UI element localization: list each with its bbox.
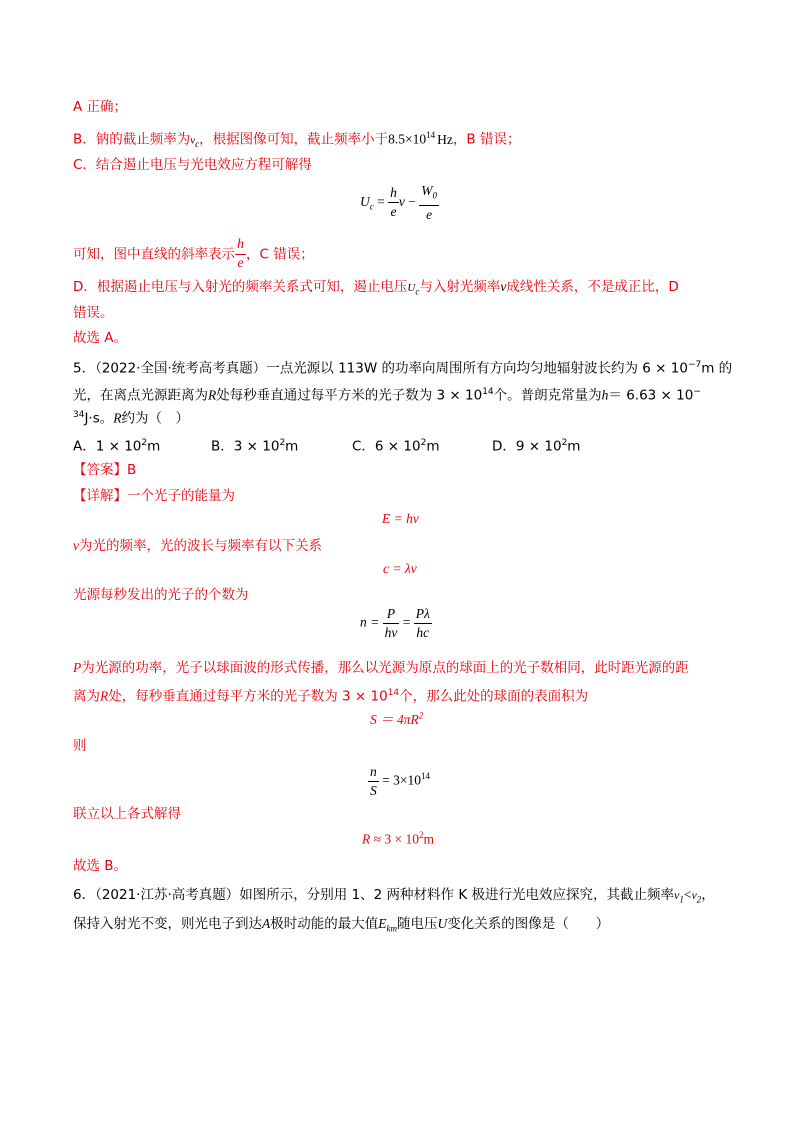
equation-photon-count: n = $\frac{P}{h\nu}$ = $\frac{P\lambda}{hc}$ bbox=[360, 606, 430, 640]
option-c[interactable]: C．$6 \times 10^2m$ bbox=[352, 438, 440, 455]
question-6-line2: 保持入射光不变，则光电子到达A极时动能的最大值$E_{km}$随电压U变化关系的图像是（ ） bbox=[73, 916, 610, 934]
conclusion-b: 故选 B。 bbox=[73, 858, 128, 874]
option-d[interactable]: D．$9 \times 10^2m$ bbox=[492, 438, 581, 455]
detail-line-power: P为光源的功率，光子以球面波的形式传播，那么以光源为原点的球面上的光子数相同，此时距光源的距 bbox=[73, 660, 689, 676]
conclusion-a: 故选 A。 bbox=[73, 330, 128, 346]
detail-line-then: 则 bbox=[73, 738, 87, 754]
detail-line-distance: 离为R处，每秒垂直通过每平方米的光子数为 $3 \times 10^{14}$个，那么此处的球面的表面积为 bbox=[73, 688, 589, 705]
detail-line-solve: 联立以上各式解得 bbox=[73, 806, 181, 822]
answer-label: 【答案】B bbox=[73, 462, 137, 478]
solution-line-d2: 错误。 bbox=[73, 305, 114, 321]
question-5-line3: $^{34}$J·s。R约为（ ） bbox=[73, 410, 190, 427]
equation-photon-energy: E = hν bbox=[382, 511, 419, 526]
solution-line-c: C．结合遏止电压与光电效应方程可解得 bbox=[73, 157, 312, 173]
solution-line-a: A 正确； bbox=[73, 99, 128, 115]
detail-label: 【详解】一个光子的能量为 bbox=[73, 488, 235, 504]
detail-line-nu: v为光的频率，光的波长与频率有以下关系 bbox=[73, 538, 322, 554]
question-5-line1: 5．（2022·全国·统考高考真题）一点光源以 113W 的功率向周围所有方向均匀地辐射波长约为 $6 \times 10^{-7}m$ 的 bbox=[73, 360, 733, 377]
solution-line-d: D．根据遏止电压与入射光的频率关系式可知，遏止电压$U_c$与入射光频率ν成线性关系，不是成正比，D bbox=[73, 279, 679, 297]
equation-wave-relation: c = λν bbox=[383, 561, 417, 576]
equation-density: $\frac{n}{S}$ = $3\times 10^{14}$ bbox=[370, 764, 430, 798]
question-5-line2: 光，在离点光源距离为R处每秒垂直通过每平方米的光子数为 $3 \times 10^{14}$个。普朗克常量为h＝ 6.63 × 10− bbox=[73, 387, 701, 404]
solution-line-slope: 可知，图中直线的斜率表示 $\frac{h}{e}$ ，C 错误； bbox=[73, 237, 314, 271]
equation-result: $R \approx 3 \times 10^2m$ bbox=[362, 830, 435, 847]
option-b[interactable]: B．$3 \times 10^2m$ bbox=[211, 438, 299, 455]
equation-sphere-area: $S = 4\pi R^2$ bbox=[370, 710, 424, 727]
equation-stopping-voltage: $U_c$ = $\frac{h}{e}$ ν − $\frac{W_0}{e}$ bbox=[360, 183, 437, 222]
option-a[interactable]: A．$1 \times 10^2m$ bbox=[73, 438, 161, 455]
solution-line-b: B．钠的截止频率为$\nu_c$，根据图像可知，截止频率小于$8.5\times 10^{14}$ Hz，B 错误； bbox=[73, 130, 521, 150]
question-6-line1: 6．（2021·江苏·高考真题）如图所示，分别用 1、2 两种材料作 K 极进行光电效应探究，其截止频率$\nu_1<\nu_2$， bbox=[73, 887, 715, 905]
detail-line-count: 光源每秒发出的光子的个数为 bbox=[73, 587, 249, 603]
